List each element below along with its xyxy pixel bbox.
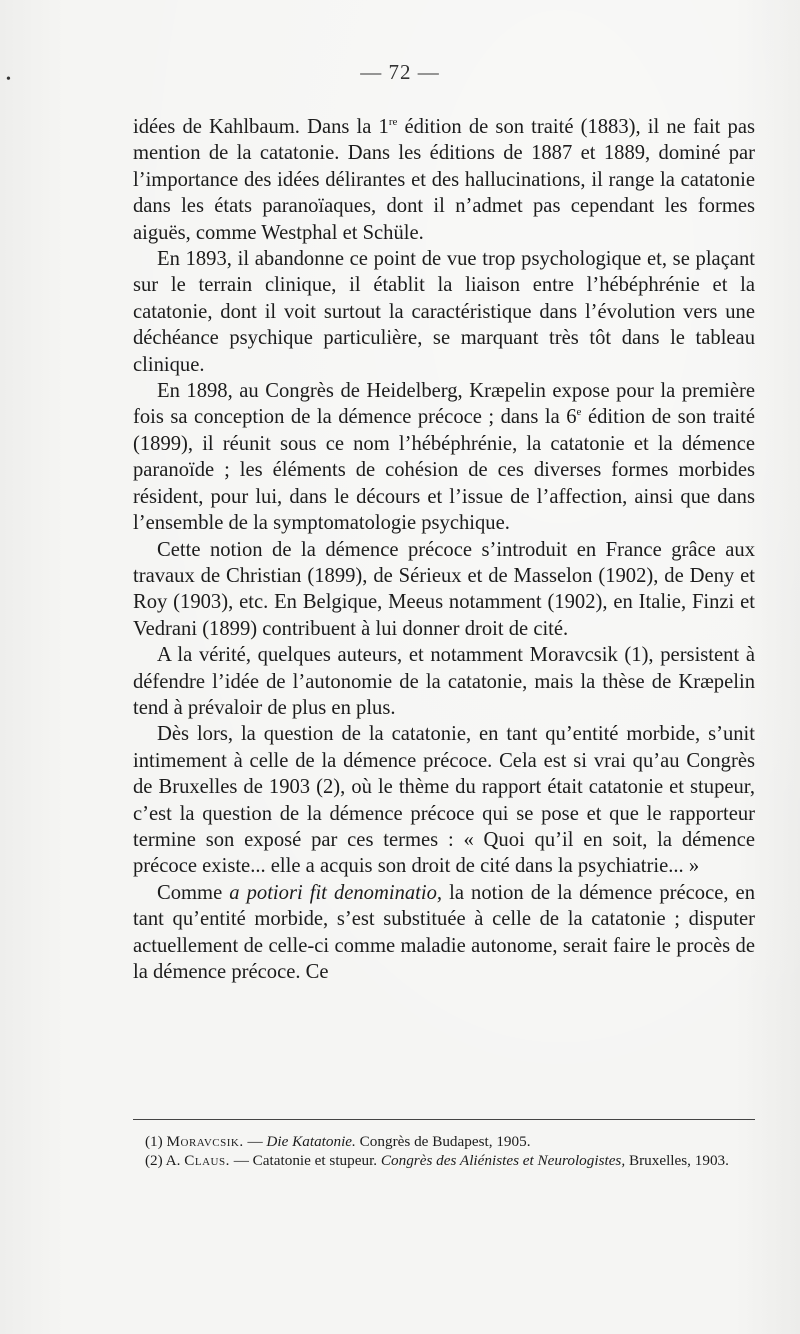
paragraph-4: Cette notion de la démence précoce s’introduit en France grâce aux travaux de Christian (1899), de Sérieux et de Masselon (1902), de Deny et Roy (1903), etc. En Belgique, Meeus notamment (1902), en Italie, Finzi et Vedrani (1899) contribuent à lui donner droit de cité.	[133, 538, 755, 640]
footnote-2-rest: Bruxelles, 1903.	[625, 1151, 729, 1169]
paragraph-3-text-a: En 1898, au Congrès de Heidelberg, Kræpelin expose pour la première fois sa conception de la démence précoce ; dans la 6	[133, 380, 755, 429]
paragraph-5: A la vérité, quelques auteurs, et notamment Moravcsik (1), persistent à défendre l’idée de l’autonomie de la catatonie, mais la thèse de Kræpelin tend à prévaloir de plus en plus.	[133, 644, 755, 719]
footnote-1-rest: Congrès de Budapest, 1905.	[355, 1133, 531, 1150]
footnote-1-title: Die Katatonie.	[266, 1133, 356, 1150]
page-edge-mark: •	[6, 72, 11, 87]
paragraph-7	[133, 880, 755, 986]
page-number: — 72 —	[360, 60, 440, 84]
paragraph-2: En 1893, il abandonne ce point de vue trop psychologique et, se plaçant sur le terrain clinique, il établit la liaison entre l’hébéphrénie et la catatonie, dont il voit surtout la caractéristique dans l’évolution vers une déchéance psychique particulière, se marquant très tôt dans le tableau clinique.	[133, 248, 755, 376]
footnote-1-number: (1)	[145, 1133, 167, 1150]
paragraph-3	[133, 378, 755, 536]
footnote-2	[133, 1152, 755, 1171]
footnote-rule	[133, 1119, 755, 1120]
footnote-2-dash: — Catatonie et stupeur.	[229, 1151, 381, 1169]
footnote-1	[133, 1133, 755, 1152]
latin-phrase: a potiori fit denominatio,	[229, 881, 443, 904]
paragraph-7-text-b: la notion de la démence précoce, en tant qu’entité morbide, s’est substituée à celle de la catatonie ; disputer actuellement de celle-ci comme maladie autonome, serait faire le procès de la démence précoce. Ce	[133, 881, 755, 983]
paragraph-3-text-b: édition de son traité (1899), il réunit sous ce nom l’hébéphrénie, la catatonie et la démence paranoïde ; les éléments de cohésion de ces diverses formes morbides résident, pour lui, dans le décours et l’issue de l’affection, ainsi que dans l’ensemble de la symptomatologie psychique.	[133, 406, 755, 535]
footnote-1-dash: —	[243, 1133, 267, 1150]
paragraph-1	[133, 114, 755, 246]
footnote-2-number: (2) A.	[145, 1151, 185, 1169]
ordinal-superscript: re	[388, 116, 398, 128]
footnotes	[133, 1133, 755, 1170]
footnote-2-author: Claus.	[184, 1151, 230, 1169]
footnote-2-title: Congrès des Aliénistes et Neurologistes,	[380, 1151, 626, 1169]
paragraph-1-text-a: idées de Kahlbaum. Dans la 1	[133, 116, 389, 138]
body-text	[133, 114, 755, 985]
ordinal-superscript: e	[576, 406, 582, 419]
paragraph-7-text-a: Comme	[157, 881, 230, 904]
paragraph-1-text-b: édition de son traité (1883), il ne fait pas mention de la catatonie. Dans les éditions de 1887 et 1889, dominé par l’importance des idées délirantes et des hallucinations, il range la catatonie dans les états paranoïaques, dont il n’admet pas cependant les formes aiguës, comme Westphal et Schüle.	[133, 116, 755, 244]
footnote-1-author: Moravcsik.	[166, 1133, 244, 1150]
paragraph-6: Dès lors, la question de la catatonie, en tant qu’entité morbide, s’unit intimement à celle de la démence précoce. Cela est si vrai qu’au Congrès de Bruxelles de 1903 (2), où le thème du rapport était catatonie et stupeur, c’est la question de la démence précoce qui se pose et que le rapporteur termine son exposé par ces termes : « Quoi qu’il en soit, la démence précoce existe... elle a acquis son droit de cité dans la psychiatrie... »	[133, 723, 755, 878]
